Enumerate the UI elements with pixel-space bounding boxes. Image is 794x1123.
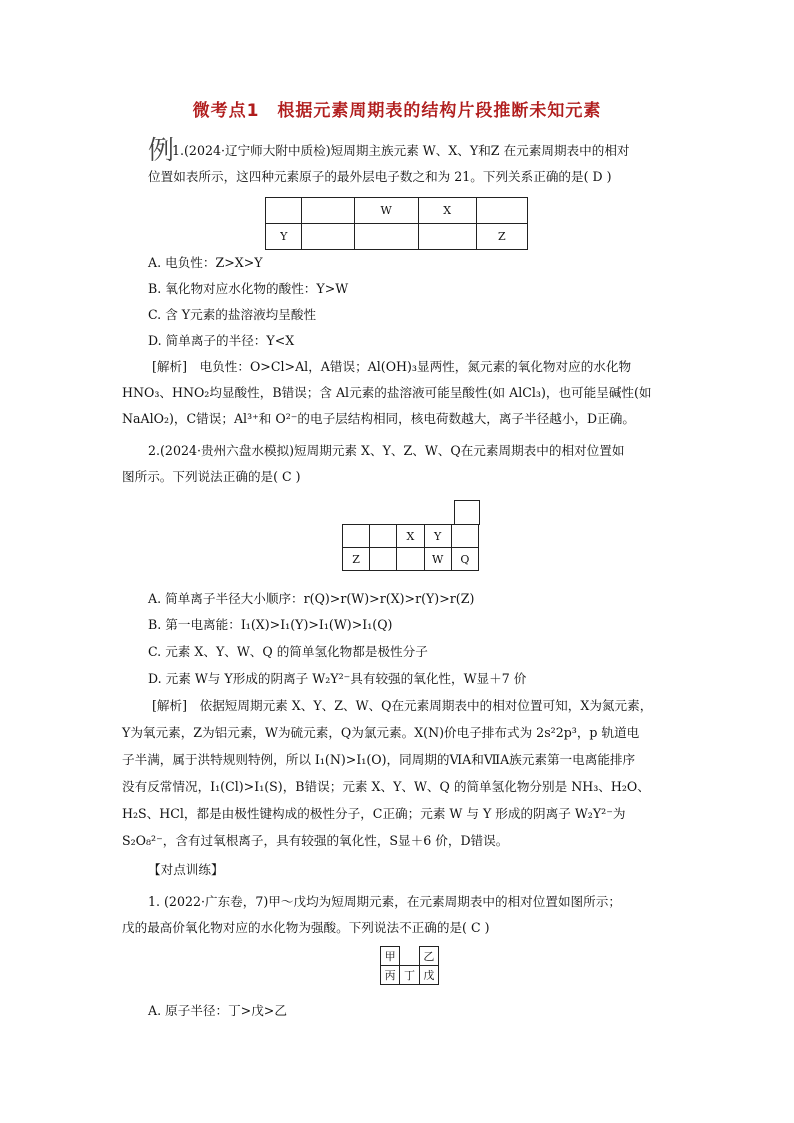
q1-analysis-line1: [解析] 电负性：O>Cl>Al，A错误；Al(OH)₃显两性，氮元素的氧化物对应的水化物	[152, 359, 632, 374]
q1-analysis-line3: NaAlO₂)，C错误；Al³⁺和 O²⁻的电子层结构相同，核电荷数越大，离子半径越小，D正确。	[122, 411, 635, 426]
q2-periodic-table	[342, 500, 480, 572]
q2-analysis-line3: 子半满，属于洪特规则特例，所以 I₁(N)>I₁(O)，同周期的ⅥA和ⅦA族元素第一电离能排序	[122, 752, 636, 767]
q1-option-b: B. 氧化物对应水化物的酸性：Y>W	[148, 281, 349, 296]
practice-stem-line1: 1. (2022·广东卷，7)甲～戊均为短周期元素，在元素周期表中的相对位置如图所示；	[148, 894, 621, 909]
q1-option-a: A. 电负性：Z>X>Y	[148, 255, 263, 270]
q2-option-a: A. 简单离子半径大小顺序：r(Q)>r(W)>r(X)>r(Y)>r(Z)	[148, 591, 475, 606]
q1-cell	[354, 224, 418, 250]
q1-cell: Y	[266, 224, 302, 250]
practice-header: 【对点训练】	[148, 862, 224, 877]
q2-cell	[397, 548, 424, 571]
q1-cell	[266, 198, 302, 224]
q2-cell	[343, 525, 370, 548]
q1-cell	[418, 224, 476, 250]
q1-periodic-table	[265, 197, 528, 250]
q2-cell	[370, 548, 397, 571]
q2-cell: Q	[451, 548, 478, 571]
q2-cell	[370, 525, 397, 548]
practice-cell: 丁	[400, 966, 419, 985]
q1-cell	[302, 224, 354, 250]
q2-analysis-line2: Y为氧元素，Z为铝元素，W为硫元素，Q为氯元素。X(N)价电子排布式为 2s²2p³，p 轨道电	[122, 725, 640, 740]
q2-analysis-line1: [解析] 依据短周期元素 X、Y、Z、W、Q在元素周期表中的相对位置可知，X为氮元素，	[152, 698, 653, 713]
practice-cell: 戊	[419, 966, 438, 985]
q1-analysis-line2: HNO₃、HNO₂均显酸性，B错误；含 Al元素的盐溶液可能呈酸性(如 AlCl₃)，也可能呈碱性(如	[122, 385, 652, 400]
page-title: 微考点1 根据元素周期表的结构片段推断未知元素	[192, 101, 602, 121]
practice-cell	[400, 947, 419, 966]
q2-analysis-line4: 没有反常情况，I₁(Cl)>I₁(S)，B错误；元素 X、Y、W、Q 的简单氢化物分别是 NH₃、H₂O、	[122, 779, 650, 794]
q1-option-c: C. 含 Y元素的盐溶液均呈酸性	[148, 307, 317, 322]
q1-cell: W	[354, 198, 418, 224]
example-mark: 例	[148, 136, 175, 166]
q2-option-b: B. 第一电离能：I₁(X)>I₁(Y)>I₁(W)>I₁(Q)	[148, 617, 393, 632]
q1-cell: Z	[476, 224, 527, 250]
q2-cell: W	[424, 548, 451, 571]
practice-cell: 乙	[419, 947, 438, 966]
q1-stem-line1: 1.(2024·辽宁师大附中质检)短周期主族元素 W、X、Y和Z 在元素周期表中的相对	[172, 143, 630, 158]
q2-cell: Z	[343, 548, 370, 571]
q2-cell: Y	[424, 525, 451, 548]
practice-option-a: A. 原子半径：丁>戊>乙	[148, 1003, 287, 1018]
practice-periodic-table	[380, 946, 439, 985]
q2-stem-line2: 图所示。下列说法正确的是( C )	[122, 469, 301, 484]
q2-analysis-line5: H₂S、HCl，都是由极性键构成的极性分子，C正确；元素 W 与 Y 形成的阴离子 W₂Y²⁻为	[122, 806, 626, 821]
q2-top-cell	[454, 500, 480, 525]
q1-cell	[476, 198, 527, 224]
q2-analysis-line6: S₂O₈²⁻，含有过氧根离子，具有较强的氧化性，S显＋6 价，D错误。	[122, 833, 509, 848]
q2-option-c: C. 元素 X、Y、W、Q 的简单氢化物都是极性分子	[148, 644, 428, 659]
q2-cell: X	[397, 525, 424, 548]
q2-stem-line1: 2.(2024·贵州六盘水模拟)短周期元素 X、Y、Z、W、Q在元素周期表中的相对位置如	[148, 443, 625, 458]
q1-cell	[302, 198, 354, 224]
q1-cell: X	[418, 198, 476, 224]
practice-cell: 甲	[381, 947, 400, 966]
practice-stem-line2: 戊的最高价氧化物对应的水化物为强酸。下列说法不正确的是( C )	[122, 920, 490, 935]
q2-option-d: D. 元素 W与 Y形成的阴离子 W₂Y²⁻具有较强的氧化性，W显＋7 价	[148, 671, 527, 686]
practice-cell: 丙	[381, 966, 400, 985]
q2-cell	[451, 525, 478, 548]
q1-stem-line2: 位置如表所示，这四种元素原子的最外层电子数之和为 21。下列关系正确的是( D )	[148, 169, 612, 184]
q1-option-d: D. 简单离子的半径：Y<X	[148, 333, 295, 348]
